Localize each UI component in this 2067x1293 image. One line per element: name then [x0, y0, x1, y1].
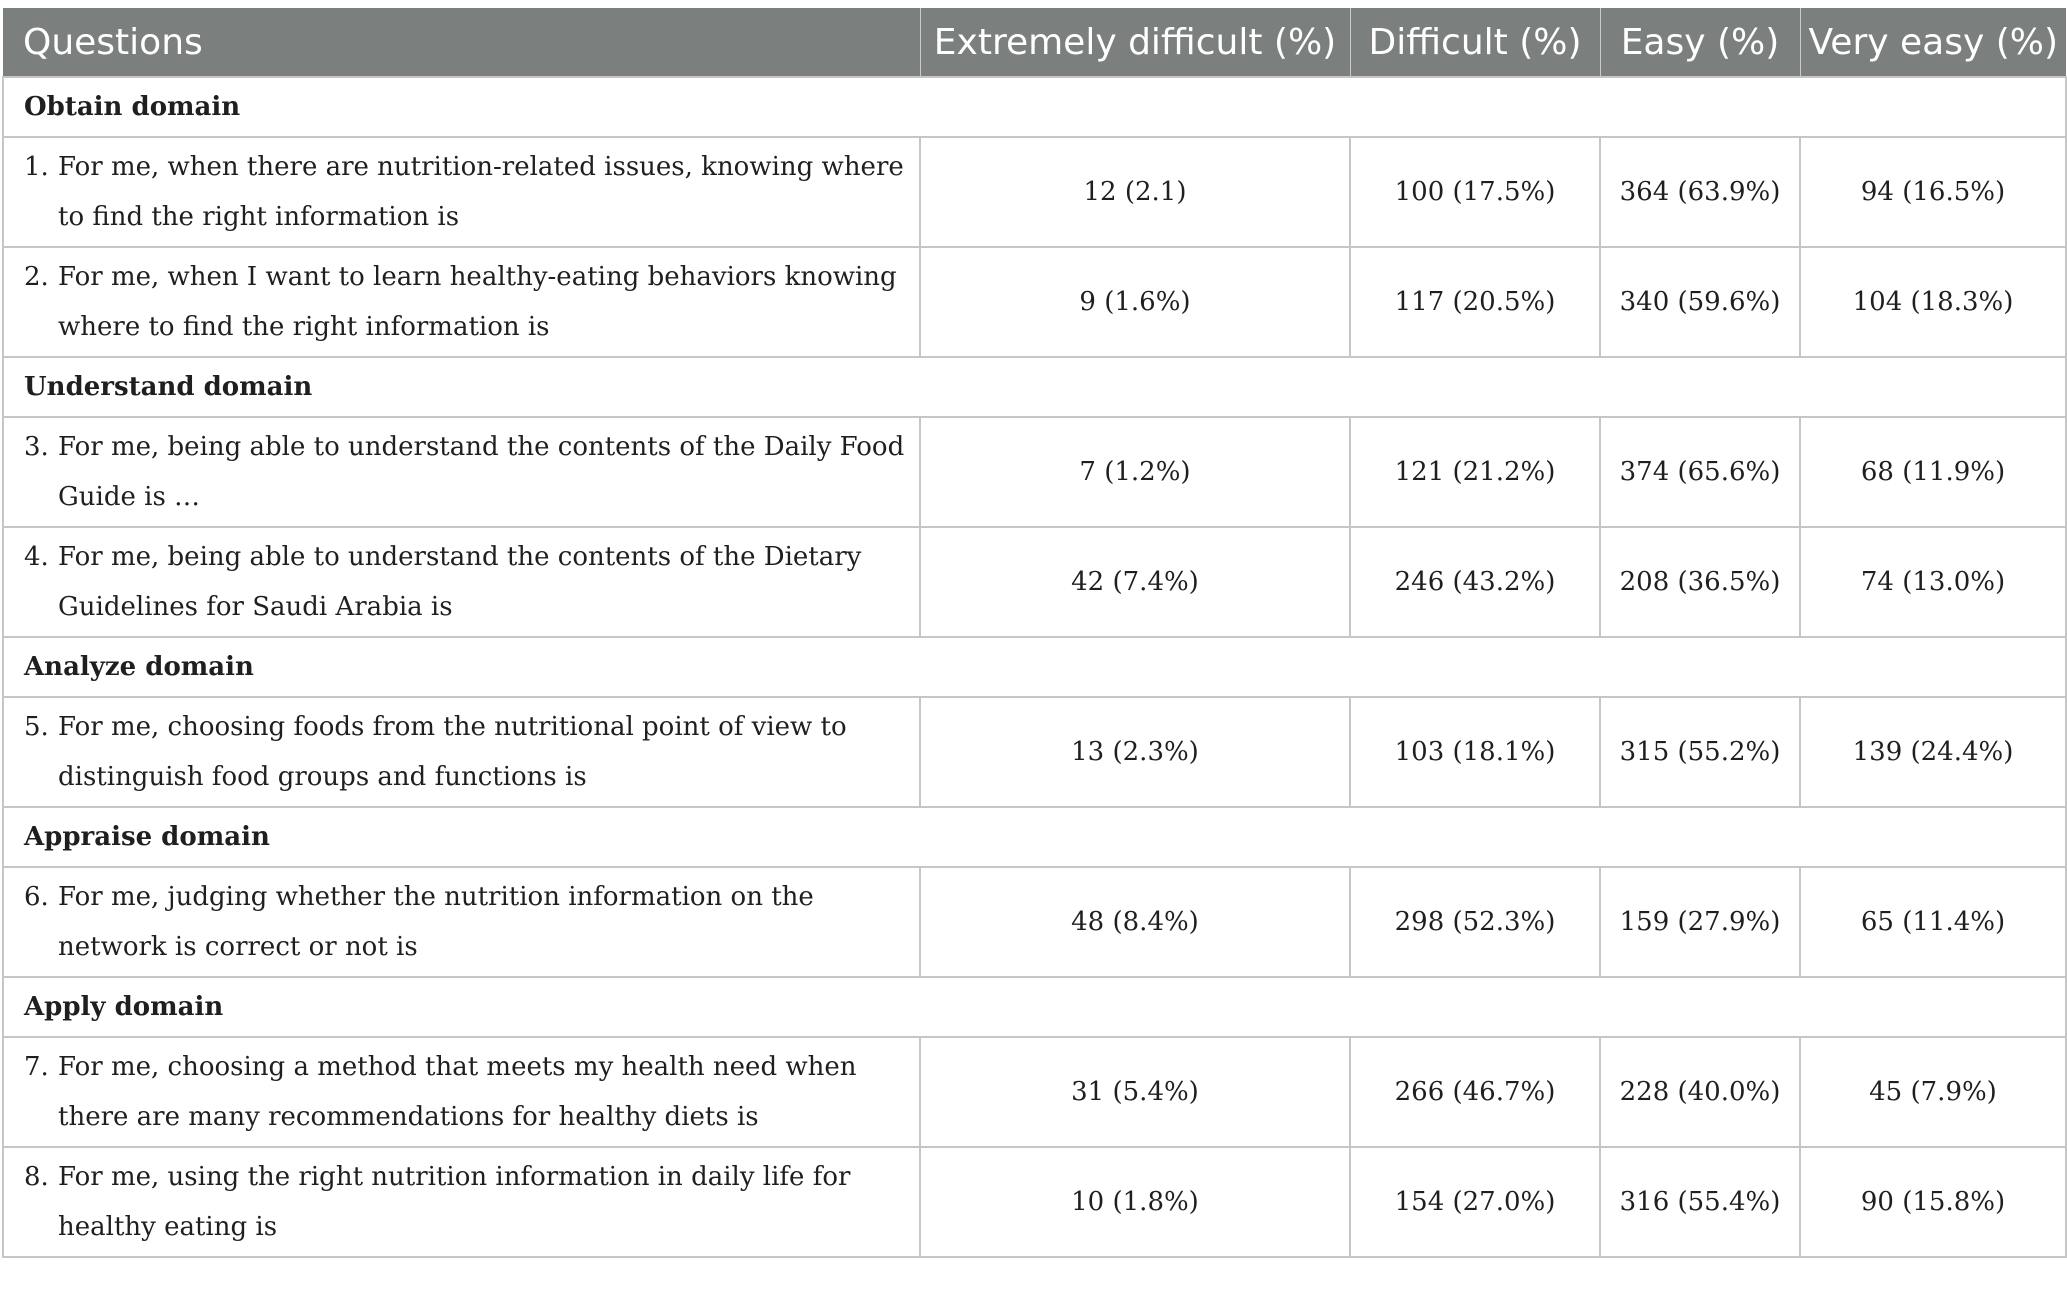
question-text: For me, when I want to learn healthy-eating behaviors knowing where to find the right information is [58, 262, 897, 342]
value-easy: 374 (65.6%) [1600, 417, 1800, 527]
value-easy: 208 (36.5%) [1600, 527, 1800, 637]
section-title: Appraise domain [3, 807, 2066, 867]
question-cell [3, 137, 920, 247]
header-easy: Easy (%) [1600, 8, 1800, 77]
question-text: For me, choosing foods from the nutritional point of view to distinguish food groups and functions is [58, 712, 847, 792]
section-title: Obtain domain [3, 77, 2066, 137]
question-number: 6. [24, 882, 49, 912]
question-number: 5. [24, 712, 49, 742]
value-extremely-difficult: 7 (1.2%) [920, 417, 1350, 527]
value-extremely-difficult: 12 (2.1) [920, 137, 1350, 247]
question-text: For me, using the right nutrition information in daily life for healthy eating is [58, 1162, 851, 1242]
value-easy: 364 (63.9%) [1600, 137, 1800, 247]
value-very-easy: 90 (15.8%) [1800, 1147, 2066, 1257]
value-very-easy: 104 (18.3%) [1800, 247, 2066, 357]
header-very-easy: Very easy (%) [1800, 8, 2066, 77]
section-title: Analyze domain [3, 637, 2066, 697]
question-text: For me, when there are nutrition-related issues, knowing where to find the right information is [58, 152, 904, 232]
value-very-easy: 94 (16.5%) [1800, 137, 2066, 247]
question-text: For me, being able to understand the contents of the Dietary Guidelines for Saudi Arabia is [58, 542, 862, 622]
table-row [3, 1037, 2066, 1147]
table-row [3, 137, 2066, 247]
value-easy: 159 (27.9%) [1600, 867, 1800, 977]
value-very-easy: 139 (24.4%) [1800, 697, 2066, 807]
value-very-easy: 68 (11.9%) [1800, 417, 2066, 527]
section-title: Apply domain [3, 977, 2066, 1037]
header-extremely-difficult: Extremely difficult (%) [920, 8, 1350, 77]
question-number: 1. [24, 152, 49, 182]
value-extremely-difficult: 9 (1.6%) [920, 247, 1350, 357]
question-number: 8. [24, 1162, 49, 1192]
section-row-analyze [3, 637, 2066, 697]
value-easy: 228 (40.0%) [1600, 1037, 1800, 1147]
table-row [3, 1147, 2066, 1257]
question-cell [3, 867, 920, 977]
value-difficult: 121 (21.2%) [1350, 417, 1600, 527]
survey-table [2, 8, 2067, 1258]
question-cell [3, 1147, 920, 1257]
table-row [3, 527, 2066, 637]
value-very-easy: 65 (11.4%) [1800, 867, 2066, 977]
section-row-obtain [3, 77, 2066, 137]
value-difficult: 100 (17.5%) [1350, 137, 1600, 247]
question-cell [3, 527, 920, 637]
value-easy: 340 (59.6%) [1600, 247, 1800, 357]
question-text: For me, being able to understand the contents of the Daily Food Guide is … [58, 432, 905, 512]
value-easy: 315 (55.2%) [1600, 697, 1800, 807]
question-text: For me, choosing a method that meets my health need when there are many recommendations for healthy diets is [58, 1052, 857, 1132]
value-extremely-difficult: 10 (1.8%) [920, 1147, 1350, 1257]
table-row [3, 417, 2066, 527]
question-number: 4. [24, 542, 49, 572]
question-cell [3, 697, 920, 807]
value-very-easy: 45 (7.9%) [1800, 1037, 2066, 1147]
table-row [3, 867, 2066, 977]
question-cell [3, 1037, 920, 1147]
table-row [3, 247, 2066, 357]
value-very-easy: 74 (13.0%) [1800, 527, 2066, 637]
section-row-appraise [3, 807, 2066, 867]
question-number: 3. [24, 432, 49, 462]
value-extremely-difficult: 48 (8.4%) [920, 867, 1350, 977]
header-row [3, 8, 2066, 77]
value-extremely-difficult: 31 (5.4%) [920, 1037, 1350, 1147]
section-title: Understand domain [3, 357, 2066, 417]
value-difficult: 266 (46.7%) [1350, 1037, 1600, 1147]
table-row [3, 697, 2066, 807]
header-difficult: Difficult (%) [1350, 8, 1600, 77]
value-difficult: 246 (43.2%) [1350, 527, 1600, 637]
question-cell [3, 417, 920, 527]
question-number: 7. [24, 1052, 49, 1082]
value-difficult: 117 (20.5%) [1350, 247, 1600, 357]
value-difficult: 298 (52.3%) [1350, 867, 1600, 977]
section-row-understand [3, 357, 2066, 417]
question-number: 2. [24, 262, 49, 292]
question-text: For me, judging whether the nutrition information on the network is correct or not is [58, 882, 814, 962]
question-cell [3, 247, 920, 357]
value-extremely-difficult: 13 (2.3%) [920, 697, 1350, 807]
value-difficult: 154 (27.0%) [1350, 1147, 1600, 1257]
header-questions: Questions [3, 8, 920, 77]
value-extremely-difficult: 42 (7.4%) [920, 527, 1350, 637]
value-easy: 316 (55.4%) [1600, 1147, 1800, 1257]
value-difficult: 103 (18.1%) [1350, 697, 1600, 807]
section-row-apply [3, 977, 2066, 1037]
